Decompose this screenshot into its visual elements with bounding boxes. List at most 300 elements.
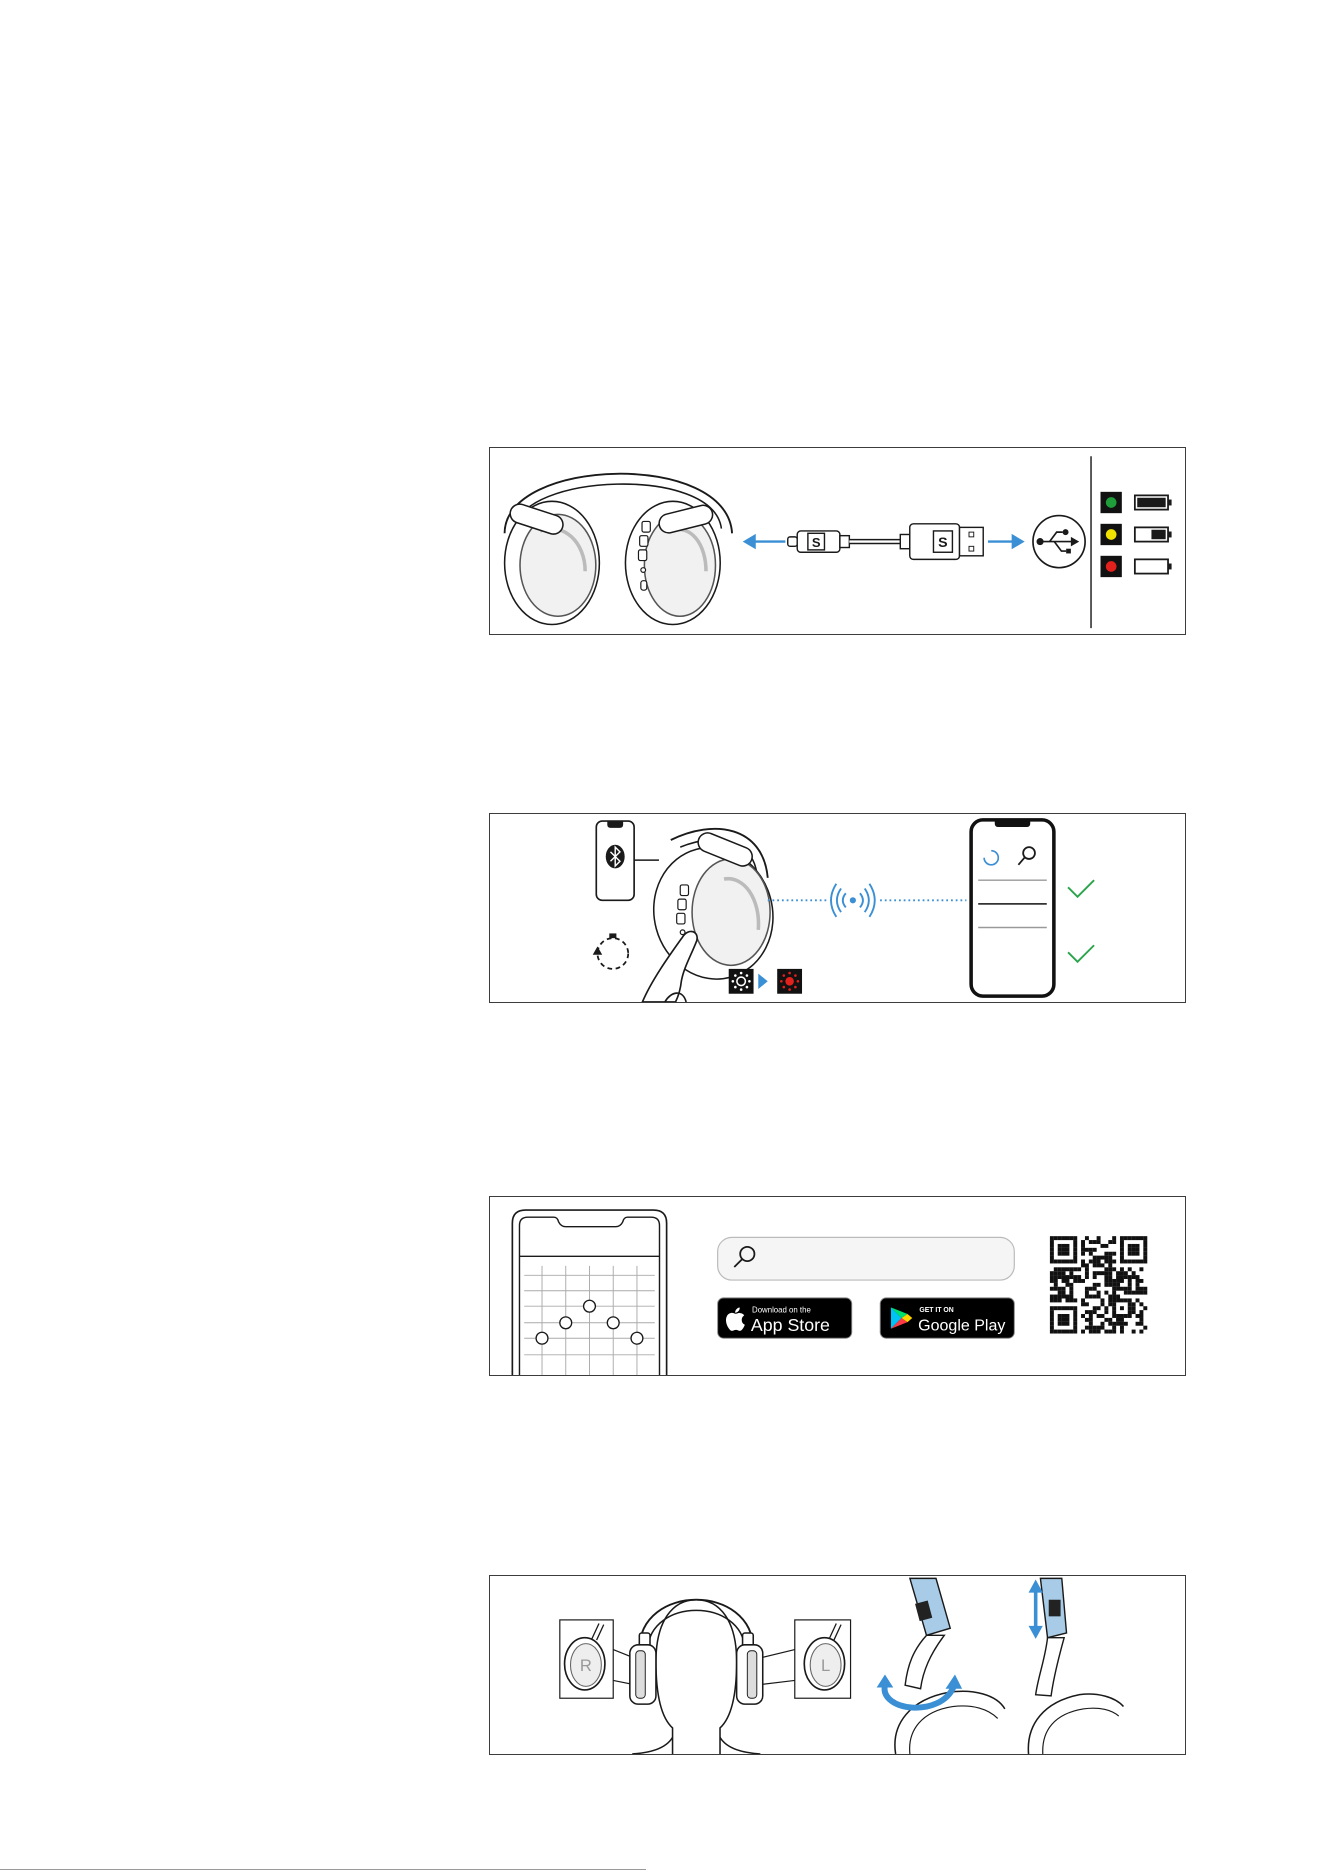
qr-module [1062, 1275, 1066, 1279]
qr-module [1081, 1263, 1085, 1267]
qr-module [1128, 1298, 1132, 1302]
footer-rule [0, 1869, 646, 1870]
qr-module [1124, 1314, 1128, 1318]
qr-module [1108, 1318, 1112, 1322]
qr-module [1069, 1287, 1073, 1291]
usb-a-plug-icon [900, 524, 983, 560]
qr-module [1058, 1236, 1062, 1240]
qr-module [1112, 1326, 1116, 1330]
qr-module [1120, 1318, 1124, 1322]
qr-module [1128, 1244, 1132, 1248]
qr-module [1065, 1260, 1069, 1264]
qr-module [1065, 1298, 1069, 1302]
qr-module [1116, 1287, 1120, 1291]
qr-module [1062, 1267, 1066, 1271]
google-play-badge[interactable] [880, 1298, 1014, 1338]
qr-module [1081, 1298, 1085, 1302]
battery-icon [1135, 559, 1168, 573]
qr-module [1065, 1279, 1069, 1283]
qr-module [1136, 1287, 1140, 1291]
qr-module [1081, 1314, 1085, 1318]
qr-module [1073, 1326, 1077, 1330]
qr-module [1058, 1306, 1062, 1310]
qr-module [1073, 1275, 1077, 1279]
qr-module [1093, 1260, 1097, 1264]
qr-module [1065, 1322, 1069, 1326]
qr-module [1116, 1318, 1120, 1322]
qr-module [1050, 1306, 1054, 1310]
qr-module [1124, 1271, 1128, 1275]
qr-module [1097, 1236, 1101, 1240]
qr-module [1112, 1279, 1116, 1283]
qr-module [1062, 1314, 1066, 1318]
qr-module [1104, 1291, 1108, 1295]
battery-status-row [1101, 524, 1172, 545]
qr-module [1120, 1271, 1124, 1275]
qr-module [1065, 1314, 1069, 1318]
qr-module [1108, 1252, 1112, 1256]
qr-module [1112, 1287, 1116, 1291]
qr-module [1054, 1283, 1058, 1287]
qr-module [1054, 1287, 1058, 1291]
qr-module [1120, 1256, 1124, 1260]
qr-module [1139, 1310, 1143, 1314]
qr-module [1065, 1283, 1069, 1287]
qr-module [1073, 1256, 1077, 1260]
headphones-icon [505, 474, 732, 625]
charging-illustration [490, 448, 1185, 634]
qr-module [1120, 1306, 1124, 1310]
qr-module [1132, 1244, 1136, 1248]
qr-module [1108, 1302, 1112, 1306]
qr-module [1124, 1275, 1128, 1279]
qr-module [1101, 1256, 1105, 1260]
qr-module [1097, 1260, 1101, 1264]
qr-module [1050, 1318, 1054, 1322]
qr-module [1054, 1271, 1058, 1275]
qr-module [1112, 1252, 1116, 1256]
qr-module [1128, 1252, 1132, 1256]
qr-module [1097, 1271, 1101, 1275]
qr-module [1058, 1260, 1062, 1264]
qr-module [1104, 1318, 1108, 1322]
qr-module [1139, 1287, 1143, 1291]
qr-module [1104, 1244, 1108, 1248]
qr-module [1097, 1314, 1101, 1318]
qr-module [1065, 1295, 1069, 1299]
qr-module [1062, 1330, 1066, 1334]
qr-module [1058, 1330, 1062, 1334]
qr-module [1104, 1260, 1108, 1264]
qr-module [1054, 1306, 1058, 1310]
qr-module [1081, 1260, 1085, 1264]
qr-module [1128, 1310, 1132, 1314]
qr-module [1120, 1260, 1124, 1264]
qr-module [1077, 1275, 1081, 1279]
led-indicator [1106, 561, 1117, 572]
qr-module [1128, 1236, 1132, 1240]
qr-module [1065, 1330, 1069, 1334]
qr-module [1139, 1314, 1143, 1318]
qr-module [1085, 1248, 1089, 1252]
qr-module [1128, 1260, 1132, 1264]
qr-module [1058, 1291, 1062, 1295]
qr-module [1139, 1302, 1143, 1306]
qr-module [1058, 1298, 1062, 1302]
qr-module [1081, 1240, 1085, 1244]
qr-module [1093, 1310, 1097, 1314]
qr-module [1116, 1279, 1120, 1283]
qr-module [1089, 1295, 1093, 1299]
qr-module [1050, 1240, 1054, 1244]
reset-timer-icon [593, 933, 628, 968]
qr-module [1081, 1248, 1085, 1252]
qr-module [1139, 1330, 1143, 1334]
qr-module [1136, 1260, 1140, 1264]
qr-module [1112, 1236, 1116, 1240]
qr-module [1132, 1236, 1136, 1240]
qr-module [1062, 1252, 1066, 1256]
qr-module [1104, 1252, 1108, 1256]
qr-module [1050, 1236, 1054, 1240]
qr-module [1054, 1298, 1058, 1302]
qr-module [1058, 1314, 1062, 1318]
qr-module [1097, 1330, 1101, 1334]
qr-module [1058, 1248, 1062, 1252]
qr-module [1065, 1236, 1069, 1240]
qr-module [1097, 1306, 1101, 1310]
battery-level-fill [1151, 530, 1165, 539]
qr-module [1143, 1306, 1147, 1310]
qr-module [1050, 1260, 1054, 1264]
qr-module [1128, 1306, 1132, 1310]
qr-module [1065, 1267, 1069, 1271]
qr-module [1108, 1298, 1112, 1302]
qr-module [1093, 1271, 1097, 1275]
qr-module [1073, 1306, 1077, 1310]
qr-module [1050, 1279, 1054, 1283]
qr-module [1143, 1252, 1147, 1256]
fit-illustration [490, 1576, 1185, 1754]
qr-module [1077, 1267, 1081, 1271]
cable-logo: S [938, 534, 948, 551]
qr-module [1073, 1318, 1077, 1322]
arrow-next-icon [758, 974, 767, 989]
arrow-left-icon [743, 534, 786, 549]
qr-module [1139, 1318, 1143, 1322]
qr-module [1085, 1236, 1089, 1240]
google-play-line1: GET IT ON [919, 1307, 954, 1315]
qr-module [1062, 1291, 1066, 1295]
qr-module [1089, 1240, 1093, 1244]
qr-module [1089, 1252, 1093, 1256]
qr-module [1058, 1318, 1062, 1322]
qr-module [1054, 1279, 1058, 1283]
qr-module [1050, 1252, 1054, 1256]
head-with-headphones-icon [630, 1600, 763, 1754]
qr-module [1108, 1256, 1112, 1260]
qr-module [1104, 1275, 1108, 1279]
qr-module [1120, 1287, 1124, 1291]
qr-module [1128, 1248, 1132, 1252]
qr-module [1069, 1295, 1073, 1299]
qr-module [1108, 1330, 1112, 1334]
qr-module [1112, 1267, 1116, 1271]
qr-module [1089, 1310, 1093, 1314]
left-earcup-inset [795, 1620, 851, 1698]
qr-module [1136, 1322, 1140, 1326]
qr-module [1085, 1318, 1089, 1322]
qr-module [1128, 1275, 1132, 1279]
qr-module [1069, 1271, 1073, 1275]
qr-module [1093, 1248, 1097, 1252]
qr-module [1128, 1291, 1132, 1295]
qr-module [1073, 1248, 1077, 1252]
qr-module [1073, 1252, 1077, 1256]
qr-module [1054, 1236, 1058, 1240]
qr-module [1089, 1326, 1093, 1330]
qr-module [1089, 1330, 1093, 1334]
qr-module [1120, 1275, 1124, 1279]
qr-module [1058, 1322, 1062, 1326]
battery-status-row [1101, 556, 1172, 577]
qr-module [1136, 1283, 1140, 1287]
qr-module [1120, 1279, 1124, 1283]
qr-module [1139, 1279, 1143, 1283]
qr-code-icon [1050, 1236, 1147, 1333]
qr-module [1120, 1326, 1124, 1330]
qr-module [1085, 1291, 1089, 1295]
qr-module [1065, 1248, 1069, 1252]
qr-module [1143, 1236, 1147, 1240]
qr-module [1116, 1295, 1120, 1299]
app-panel [489, 1196, 1186, 1376]
qr-module [1089, 1287, 1093, 1291]
qr-module [1058, 1287, 1062, 1291]
qr-module [1108, 1283, 1112, 1287]
qr-module [1081, 1244, 1085, 1248]
qr-module [1116, 1271, 1120, 1275]
qr-module [1093, 1287, 1097, 1291]
qr-module [1143, 1248, 1147, 1252]
qr-module [1069, 1330, 1073, 1334]
right-earcup-inset [560, 1620, 613, 1698]
qr-module [1108, 1279, 1112, 1283]
qr-module [1069, 1260, 1073, 1264]
qr-module [1132, 1330, 1136, 1334]
qr-module [1124, 1287, 1128, 1291]
qr-module [1073, 1298, 1077, 1302]
qr-module [1128, 1283, 1132, 1287]
qr-module [1104, 1271, 1108, 1275]
qr-module [1085, 1326, 1089, 1330]
wireless-signal-icon [768, 884, 967, 917]
qr-module [1069, 1298, 1073, 1302]
qr-module [1104, 1267, 1108, 1271]
qr-module [1128, 1267, 1132, 1271]
qr-module [1058, 1275, 1062, 1279]
qr-module [1062, 1248, 1066, 1252]
qr-module [1054, 1295, 1058, 1299]
qr-module [1050, 1295, 1054, 1299]
app-store-line1: Download on the [752, 1305, 811, 1315]
qr-module [1069, 1236, 1073, 1240]
qr-module [1093, 1275, 1097, 1279]
rotate-earcup-icon [877, 1578, 1005, 1754]
usb-symbol-icon [1033, 516, 1085, 568]
qr-module [1139, 1260, 1143, 1264]
qr-module [1143, 1240, 1147, 1244]
qr-module [1104, 1310, 1108, 1314]
fit-panel [489, 1575, 1186, 1755]
qr-module [1081, 1252, 1085, 1256]
qr-module [1139, 1322, 1143, 1326]
qr-module [1077, 1279, 1081, 1283]
qr-module [1136, 1236, 1140, 1240]
cable-logo: S [811, 534, 821, 550]
qr-module [1143, 1256, 1147, 1260]
qr-module [1124, 1291, 1128, 1295]
qr-module [1097, 1295, 1101, 1299]
qr-module [1120, 1252, 1124, 1256]
qr-module [1124, 1322, 1128, 1326]
qr-module [1116, 1298, 1120, 1302]
qr-module [1104, 1283, 1108, 1287]
smartphone-equalizer-icon [512, 1210, 666, 1375]
qr-module [1065, 1275, 1069, 1279]
qr-module [1112, 1322, 1116, 1326]
qr-module [1101, 1263, 1105, 1267]
qr-module [1136, 1314, 1140, 1318]
qr-module [1069, 1275, 1073, 1279]
qr-module [1143, 1260, 1147, 1264]
qr-module [1120, 1314, 1124, 1318]
right-label: R [579, 1655, 592, 1675]
qr-module [1101, 1322, 1105, 1326]
qr-module [1062, 1260, 1066, 1264]
qr-module [1081, 1330, 1085, 1334]
qr-module [1108, 1275, 1112, 1279]
qr-module [1120, 1240, 1124, 1244]
qr-module [1093, 1283, 1097, 1287]
qr-module [1132, 1291, 1136, 1295]
battery-status-row [1101, 492, 1172, 513]
qr-module [1097, 1256, 1101, 1260]
qr-module [1112, 1306, 1116, 1310]
qr-module [1054, 1267, 1058, 1271]
qr-module [1143, 1287, 1147, 1291]
app-store-line2: App Store [750, 1315, 830, 1336]
qr-module [1050, 1322, 1054, 1326]
smartphone-icon [971, 820, 1054, 996]
qr-module [1085, 1275, 1089, 1279]
qr-module [1089, 1314, 1093, 1318]
qr-module [1120, 1267, 1124, 1271]
qr-module [1112, 1291, 1116, 1295]
qr-module [1112, 1314, 1116, 1318]
qr-module [1139, 1236, 1143, 1240]
qr-module [1132, 1271, 1136, 1275]
qr-module [1069, 1291, 1073, 1295]
qr-module [1132, 1275, 1136, 1279]
qr-module [1069, 1306, 1073, 1310]
qr-module [1093, 1306, 1097, 1310]
app-store-badge[interactable] [718, 1298, 852, 1338]
left-label: L [821, 1655, 831, 1675]
qr-module [1112, 1240, 1116, 1244]
qr-module [1073, 1267, 1077, 1271]
qr-module [1062, 1295, 1066, 1299]
qr-module [1073, 1279, 1077, 1283]
usb-c-plug-icon [788, 531, 850, 552]
qr-module [1120, 1244, 1124, 1248]
qr-module [1132, 1252, 1136, 1256]
qr-module [1085, 1263, 1089, 1267]
qr-module [1073, 1314, 1077, 1318]
qr-module [1136, 1252, 1140, 1256]
qr-module [1124, 1236, 1128, 1240]
qr-module [1065, 1306, 1069, 1310]
qr-module [1101, 1298, 1105, 1302]
qr-module [1050, 1275, 1054, 1279]
qr-module [1050, 1298, 1054, 1302]
phone-bluetooth-icon [596, 821, 634, 900]
qr-module [1136, 1298, 1140, 1302]
qr-module [1058, 1267, 1062, 1271]
qr-module [1081, 1302, 1085, 1306]
qr-module [1112, 1302, 1116, 1306]
qr-module [1069, 1267, 1073, 1271]
qr-module [1116, 1322, 1120, 1326]
qr-module [1128, 1287, 1132, 1291]
qr-module [1085, 1302, 1089, 1306]
qr-module [1139, 1291, 1143, 1295]
qr-module [1132, 1306, 1136, 1310]
qr-module [1062, 1279, 1066, 1283]
qr-module [1108, 1267, 1112, 1271]
qr-module [1062, 1236, 1066, 1240]
qr-module [1062, 1318, 1066, 1322]
qr-module [1143, 1291, 1147, 1295]
qr-module [1104, 1330, 1108, 1334]
qr-module [1097, 1263, 1101, 1267]
qr-module [1112, 1298, 1116, 1302]
qr-module [1112, 1310, 1116, 1314]
qr-module [1128, 1279, 1132, 1283]
qr-module [1116, 1283, 1120, 1287]
qr-module [1112, 1260, 1116, 1264]
led-indicator [1106, 497, 1117, 508]
app-search-bar [718, 1237, 1015, 1280]
qr-module [1136, 1279, 1140, 1283]
qr-module [1081, 1279, 1085, 1283]
qr-module [1062, 1271, 1066, 1275]
qr-module [1108, 1271, 1112, 1275]
qr-module [1097, 1240, 1101, 1244]
qr-module [1120, 1322, 1124, 1326]
qr-module [1050, 1287, 1054, 1291]
qr-module [1136, 1248, 1140, 1252]
qr-module [1054, 1275, 1058, 1279]
checkmark-icon [1068, 945, 1094, 962]
qr-module [1062, 1244, 1066, 1248]
qr-module [1136, 1291, 1140, 1295]
qr-module [1073, 1260, 1077, 1264]
qr-module [1073, 1310, 1077, 1314]
qr-module [1104, 1256, 1108, 1260]
qr-module [1085, 1271, 1089, 1275]
qr-module [1065, 1244, 1069, 1248]
